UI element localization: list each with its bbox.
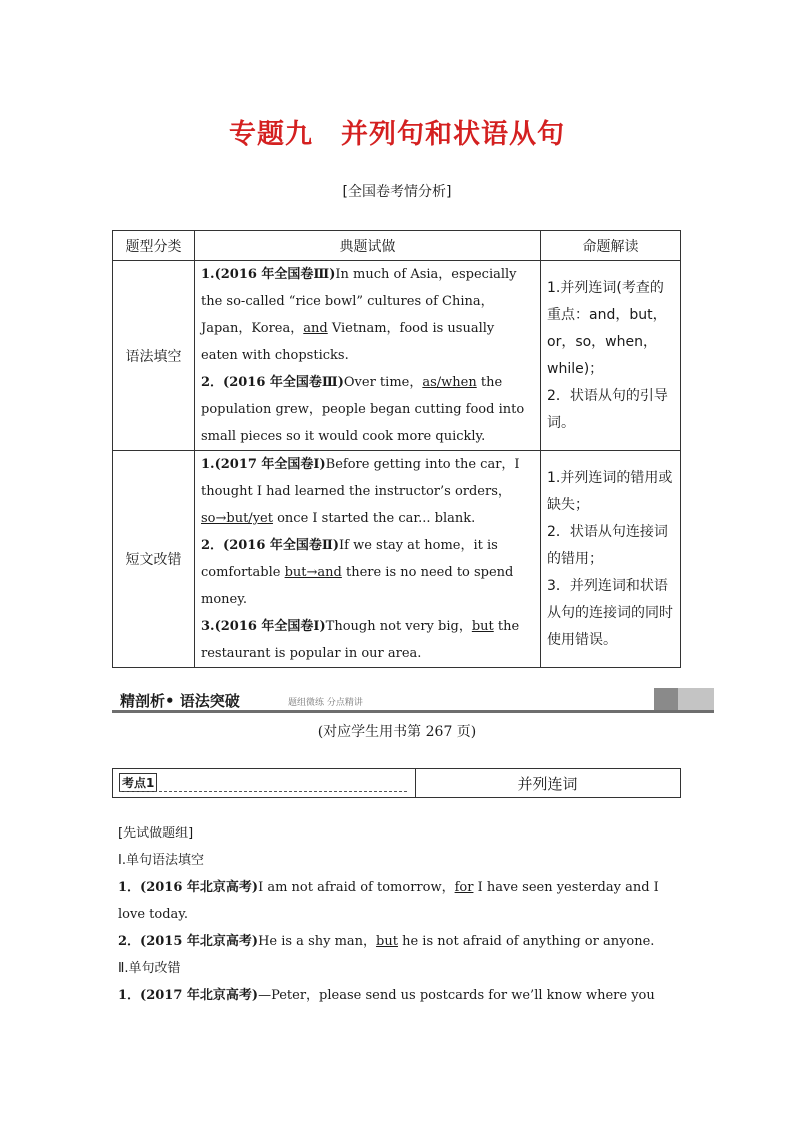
exercise-body <box>118 820 678 1009</box>
section-banner <box>112 688 714 714</box>
banner-rule <box>112 710 714 713</box>
dashed-line <box>119 791 407 792</box>
kaodian-box <box>112 768 681 798</box>
table-row <box>113 261 681 451</box>
part2-heading: Ⅱ.单句改错 <box>118 961 181 976</box>
example-item: 2．(2016 年全国卷Ⅲ)Over time，as/when the population grew，people began cutting food into small pieces so it would cook more quickly. <box>201 375 525 444</box>
row-category: 短文改错 <box>113 451 195 668</box>
example-item: 1.(2016 年全国卷Ⅲ)In much of Asia，especially the so-called “rice bowl” cultures of China，Japan，Korea，and Vietnam，food is usually eaten with chopsticks. <box>201 267 517 363</box>
banner-label: 精剖析• 语法突破 <box>120 692 240 710</box>
note-item: 1.并列连词的错用或缺失； <box>547 469 673 513</box>
page-reference: (对应学生用书第 267 页) <box>317 724 477 740</box>
kaodian-tag: 考点1 <box>119 773 157 792</box>
row-category: 语法填空 <box>113 261 195 451</box>
note-item: 2．状语从句连接词的错用； <box>547 523 668 567</box>
banner-subtitle: 题组微练 分点精讲 <box>288 698 363 708</box>
page-title: 专题九 并列句和状语从句 <box>229 119 565 150</box>
banner-bar-dark <box>654 688 678 710</box>
row-examples <box>195 451 541 668</box>
row-examples <box>195 261 541 451</box>
example-item: 3.(2016 年全国卷Ⅰ)Though not very big，but the restaurant is popular in our area. <box>201 619 520 661</box>
note-item: 3．并列连词和状语从句的连接词的同时使用错误。 <box>547 577 673 648</box>
exercise-item: 1．(2016 年北京高考)I am not afraid of tomorrow，for I have seen yesterday and I love today. <box>118 880 659 922</box>
exercise-item: 2．(2015 年北京高考)He is a shy man，but he is not afraid of anything or anyone. <box>118 934 655 949</box>
exercise-item: 1．(2017 年北京高考)—Peter，please send us postcards for we’ll know where you <box>118 988 655 1003</box>
table-row <box>113 451 681 668</box>
example-item: 2．(2016 年全国卷Ⅱ)If we stay at home，it is comfortable but→and there is no need to spend money. <box>201 538 514 607</box>
kaodian-name: 并列连词 <box>517 775 578 793</box>
analysis-table <box>112 230 681 668</box>
header-examples: 典题试做 <box>195 231 541 261</box>
row-notes <box>541 261 681 451</box>
header-category: 题型分类 <box>113 231 195 261</box>
row-notes <box>541 451 681 668</box>
note-item: 1.并列连词(考查的重点：and，but，or，so，when，while)； <box>547 279 667 377</box>
part1-heading: Ⅰ.单句语法填空 <box>118 853 204 868</box>
subtitle: [全国卷考情分析] <box>342 184 452 200</box>
header-notes: 命题解读 <box>541 231 681 261</box>
example-item: 1.(2017 年全国卷Ⅰ)Before getting into the car，I thought I had learned the instructor’s orders，so→but/yet once I started the car... blank. <box>201 457 520 526</box>
table-header-row <box>113 231 681 261</box>
note-item: 2．状语从句的引导词。 <box>547 387 668 431</box>
section-heading: [先试做题组] <box>118 826 194 841</box>
banner-bar-light <box>678 688 714 710</box>
